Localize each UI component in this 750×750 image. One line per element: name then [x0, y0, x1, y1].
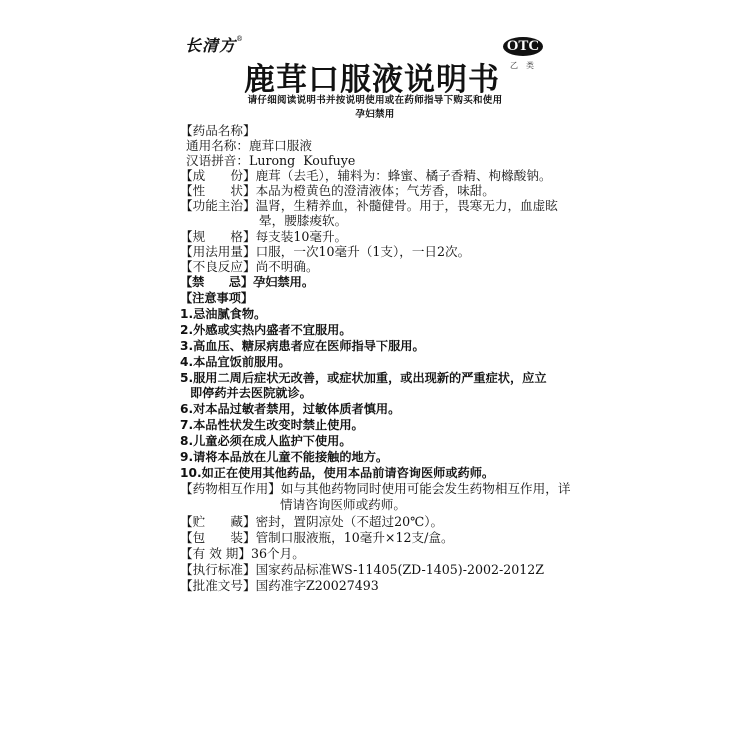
storage-label: 【贮 藏】: [180, 514, 256, 529]
precaution-item: 9.请将本品放在儿童不能接触的地方。: [180, 450, 389, 464]
generic-name-value: 鹿茸口服液: [248, 138, 312, 153]
indications-value: 温肾，生精养血，补髓健骨。用于，畏寒无力，血虚眩: [255, 198, 558, 213]
appearance-value: 本品为橙黄色的澄清液体；气芳香，味甜。: [255, 183, 495, 198]
validity-label: 【有 效 期】: [180, 546, 251, 561]
spec-label: 【规 格】: [180, 229, 256, 244]
page-title: 鹿茸口服液说明书: [244, 62, 500, 98]
precaution-item: 6.对本品过敏者禁用，过敏体质者慎用。: [180, 402, 401, 416]
interactions-continued: 情请咨询医师或药师。: [280, 497, 406, 512]
precaution-item-continued: 即停药并去医院就诊。: [190, 386, 312, 400]
registered-mark: ®: [236, 35, 245, 43]
precaution-item: 1.忌油腻食物。: [180, 307, 267, 321]
storage-value: 密封，置阴凉处（不超过20℃）。: [255, 514, 444, 529]
standard-value: 国家药品标准WS-11405(ZD-1405)-2002-2012Z: [255, 562, 545, 577]
indications-label: 【功能主治】: [180, 198, 256, 213]
dosage-label: 【用法用量】: [180, 244, 256, 259]
otc-badge-icon: OTC: [503, 37, 543, 56]
brand-logo: [185, 33, 244, 56]
pinyin-value: Lurong Koufuye: [248, 153, 356, 168]
interactions-value: 如与其他药物同时使用可能会发生药物相互作用，详: [280, 481, 571, 496]
ingredients-value: 鹿茸（去毛），辅料为：蜂蜜、橘子香精、枸橼酸钠。: [255, 168, 552, 183]
pinyin-row: [186, 153, 355, 168]
adverse-label: 【不良反应】: [180, 259, 256, 274]
interactions-row: [180, 481, 570, 496]
standard-label: 【执行标准】: [180, 562, 256, 577]
otc-class-label: 乙类: [510, 61, 542, 70]
precaution-item: 5.服用二周后症状无改善，或症状加重，或出现新的严重症状，应立: [180, 371, 547, 385]
validity-row: [180, 546, 305, 561]
adverse-value: 尚不明确。: [255, 259, 319, 274]
brand-name: 长清方: [185, 36, 237, 55]
precaution-item: 4.本品宜饭前服用。: [180, 355, 291, 369]
generic-name-label: 通用名称：: [186, 138, 249, 153]
interactions-label: 【药物相互作用】: [180, 481, 281, 496]
standard-row: [180, 562, 544, 577]
pinyin-label: 汉语拼音：: [186, 153, 249, 168]
adverse-row: [180, 259, 319, 274]
precaution-item: 10.如正在使用其他药品，使用本品前请咨询医师或药师。: [180, 466, 495, 480]
contraindications-value: 孕妇禁用。: [253, 275, 315, 289]
usage-notice: 请仔细阅读说明书并按说明使用或在药师指导下购买和使用: [247, 95, 503, 106]
drug-name-heading: 【药品名称】: [180, 123, 256, 138]
precaution-item: 8.儿童必须在成人监护下使用。: [180, 434, 352, 448]
contraindications-row: [180, 275, 314, 290]
appearance-row: [180, 183, 495, 198]
package-row: [180, 530, 454, 545]
ingredients-label: 【成 份】: [180, 168, 256, 183]
indications-row: [180, 198, 558, 213]
precaution-item: 3.高血压、糖尿病患者应在医师指导下服用。: [180, 339, 425, 353]
package-value: 管制口服液瓶，10毫升×12支/盒。: [255, 530, 454, 545]
approval-label: 【批准文号】: [180, 578, 256, 593]
spec-value: 每支装10毫升。: [255, 229, 348, 244]
generic-name-row: [186, 138, 312, 153]
spec-row: [180, 229, 347, 244]
approval-row: [180, 578, 379, 593]
dosage-row: [180, 244, 470, 259]
validity-value: 36个月。: [250, 546, 305, 561]
contraindications-label: 【禁 忌】: [180, 275, 254, 289]
pregnancy-warning: 孕妇禁用: [355, 109, 395, 120]
appearance-label: 【性 状】: [180, 183, 256, 198]
precaution-item: 2.外感或实热内盛者不宜服用。: [180, 323, 352, 337]
ingredients-row: [180, 168, 552, 183]
storage-row: [180, 514, 443, 529]
package-label: 【包 装】: [180, 530, 256, 545]
approval-value: 国药准字Z20027493: [255, 578, 379, 593]
precaution-item: 7.本品性状发生改变时禁止使用。: [180, 418, 364, 432]
precautions-heading: 【注意事项】: [180, 291, 254, 305]
dosage-value: 口服，一次10毫升（1支），一日2次。: [255, 244, 471, 259]
indications-continued: 晕，腰膝痠软。: [259, 213, 348, 228]
